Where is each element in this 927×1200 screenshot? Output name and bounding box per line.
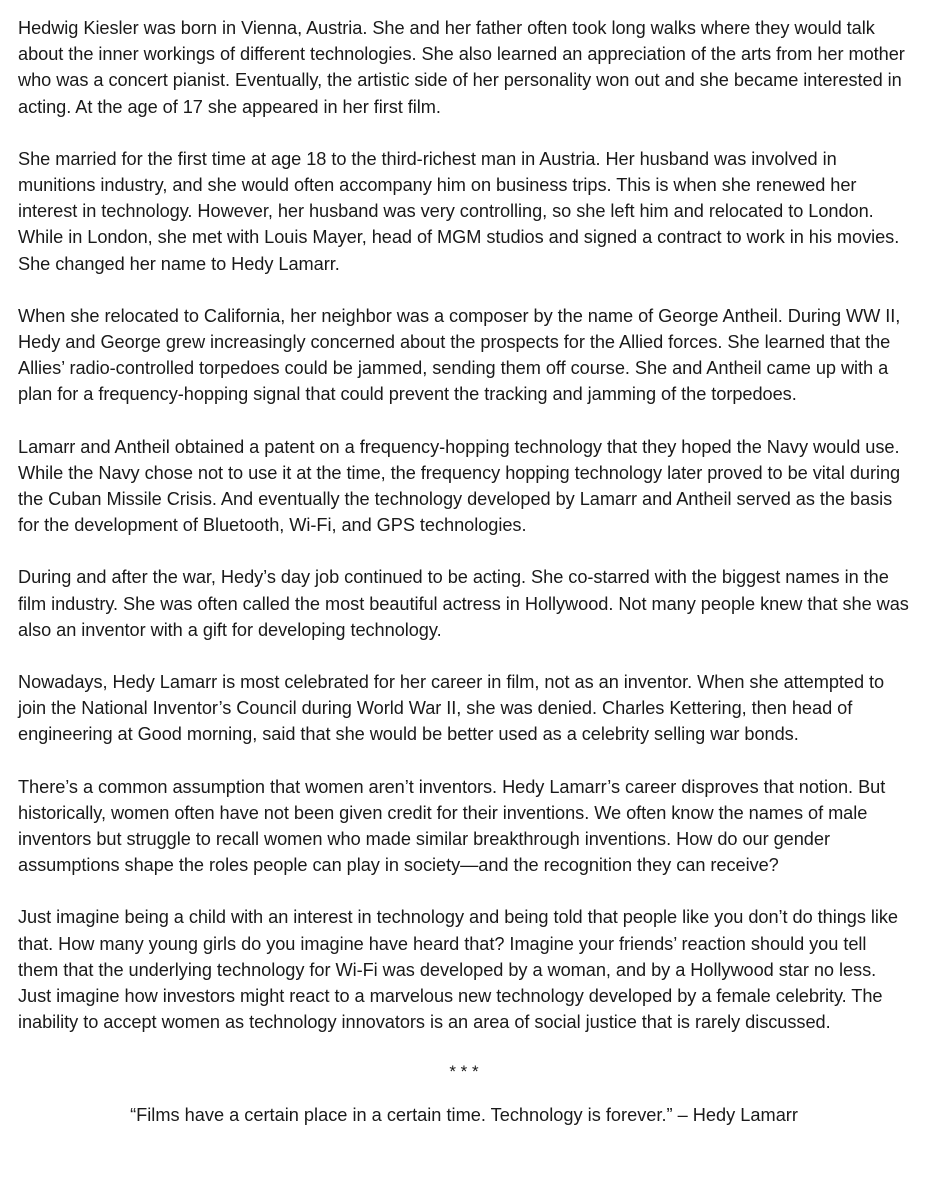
paragraph-recognition: Nowadays, Hedy Lamarr is most celebrated for her career in film, not as an inventor. When she attempted to join the National Inventor’s Council during World War II, she was denied. Charles Kettering, then head of engineering at Good morning, said that she would be better used as a celebrity selling war bonds. bbox=[18, 672, 885, 745]
paragraph-marriage: She married for the first time at age 18 to the third-richest man in Austria. Her husband was involved in munitions industry, and she would often accompany him on business trips. This is when she renewed her interest in technology. However, her husband was very controlling, so she left him and relocated to London. While in London, she met with Louis Mayer, head of MGM studios and signed a contract to work in his movies. She changed her name to Hedy Lamarr. bbox=[18, 148, 900, 274]
paragraph-california: When she relocated to California, her neighbor was a composer by the name of George Antheil. During WW II, Hedy and George grew increasingly concerned about the prospects for the Allied forces. She learned that the Allies’ radio-controlled torpedoes could be jammed, sending them off course. She and Antheil came up with a plan for a frequency-hopping signal that could prevent the tracking and jamming of the torpedoes. bbox=[18, 305, 901, 405]
paragraph-acting: During and after the war, Hedy’s day job continued to be acting. She co-starred with the biggest names in the film industry. She was often called the most beautiful actress in Hollywood. Not many people knew that she was also an inventor with a gift for developing technology. bbox=[18, 567, 909, 640]
paragraph-early-life: Hedwig Kiesler was born in Vienna, Austria. She and her father often took long walks where they would talk about the inner workings of different technologies. She also learned an appreciation of the arts from her mother who was a concert pianist. Eventually, the artistic side of her personality won out and she became interested in acting. At the age of 17 she appeared in her first film. bbox=[18, 18, 905, 117]
closing-quote: “Films have a certain place in a certain time. Technology is forever.” – Hedy Lamarr bbox=[130, 1104, 798, 1125]
paragraph-patent: Lamarr and Antheil obtained a patent on a frequency-hopping technology that they hoped the Navy would use. While the Navy chose not to use it at the time, the frequency hopping technology later proved to be vital during the Cuban Missile Crisis. And eventually the technology developed by Lamarr and Antheil served as the basis for the development of Bluetooth, Wi-Fi, and GPS technologies. bbox=[18, 436, 901, 536]
paragraph-assumption: There’s a common assumption that women aren’t inventors. Hedy Lamarr’s career disproves that notion. But historically, women often have not been given credit for their inventions. We often know the names of male inventors but struggle to recall women who made similar breakthrough inventions. How do our gender assumptions shape the roles people can play in society—and the recognition they can receive? bbox=[18, 776, 886, 876]
section-separator: * * * bbox=[449, 1061, 479, 1081]
paragraph-imagine: Just imagine being a child with an interest in technology and being told that people like you don’t do things like that. How many young girls do you imagine have heard that? Imagine your friends’ reaction should you tell them that the underlying technology for Wi-Fi was developed by a woman, and by a Hollywood star no less. Just imagine how investors might react to a marvelous new technology developed by a female celebrity. The inability to accept women as technology innovators is an area of social justice that is rarely discussed. bbox=[18, 907, 899, 1033]
